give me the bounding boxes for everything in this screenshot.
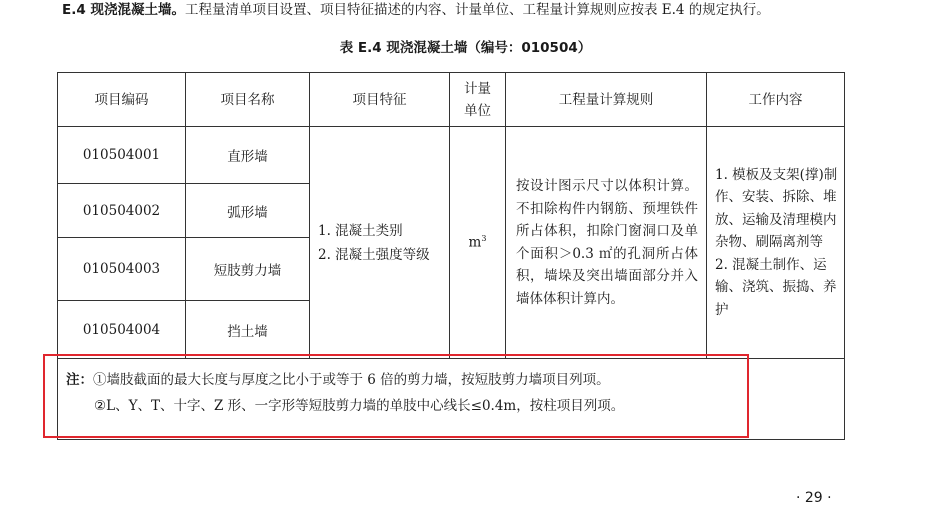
concrete-wall-table [57, 72, 845, 440]
header-row [58, 73, 845, 127]
section-heading: E.4 现浇混凝土墙。 [62, 2, 185, 18]
item-unit: $m^3$ [450, 127, 506, 359]
note-line-1: ①墙肢截面的最大长度与厚度之比小于或等于 6 倍的剪力墙，按短肢剪力墙项目列项。 [93, 372, 610, 388]
item-name: 弧形墙 [186, 184, 310, 238]
table-note [58, 359, 845, 440]
item-name: 直形墙 [186, 127, 310, 184]
intro-paragraph [62, 0, 927, 20]
item-code: 010504004 [58, 301, 186, 359]
intro-text: 工程量清单项目设置、项目特征描述的内容、计量单位、工程量计算规则应按表 E.4 的规定执行。 [184, 2, 770, 18]
item-rule: 按设计图示尺寸以体积计算。不扣除构件内钢筋、预埋铁件所占体积，扣除门窗洞口及单个面积＞0.3 ㎡的孔洞所占体积，墙垛及突出墙面部分并入墙体体积计算内。 [506, 127, 707, 359]
header-unit: 计量 单位 [450, 73, 506, 127]
note-row [58, 359, 845, 440]
note-label: 注： [66, 372, 93, 388]
page-number: · 29 · [796, 490, 832, 506]
item-features: 1. 混凝土类别 2. 混凝土强度等级 [310, 127, 450, 359]
item-work: 1. 模板及支架(撑)制作、安装、拆除、堆放、运输及清理模内杂物、刷隔离剂等 2. 混凝土制作、运输、浇筑、振捣、养护 [707, 127, 845, 359]
item-code: 010504001 [58, 127, 186, 184]
header-name: 项目名称 [186, 73, 310, 127]
item-name: 挡土墙 [186, 301, 310, 359]
item-name: 短肢剪力墙 [186, 238, 310, 301]
header-work: 工作内容 [707, 73, 845, 127]
header-rule: 工程量计算规则 [506, 73, 707, 127]
note-line-2: ②L、Y、T、十字、Z 形、一字形等短肢剪力墙的单肢中心线长≤0.4m，按柱项目列项。 [94, 398, 625, 414]
table-row [58, 127, 845, 184]
item-code: 010504002 [58, 184, 186, 238]
header-features: 项目特征 [310, 73, 450, 127]
header-code: 项目编码 [58, 73, 186, 127]
item-code: 010504003 [58, 238, 186, 301]
table-caption: 表 E.4 现浇混凝土墙（编号：010504） [339, 40, 592, 56]
